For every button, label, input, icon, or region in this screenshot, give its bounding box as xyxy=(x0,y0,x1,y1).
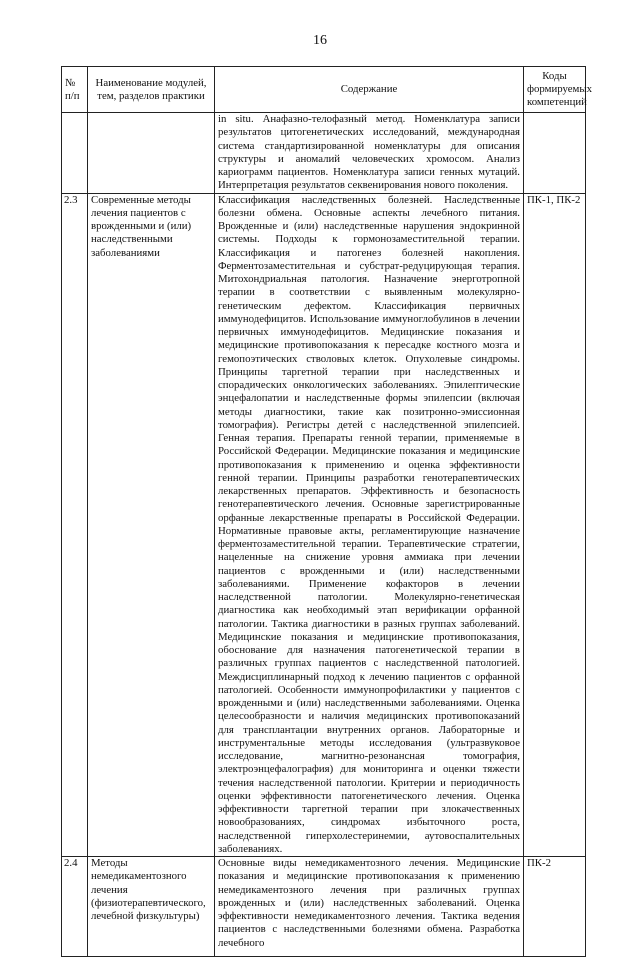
row-name xyxy=(88,113,215,194)
row-competencies: ПК-1, ПК-2 xyxy=(524,193,586,857)
header-content: Содержание xyxy=(215,67,524,113)
table-row xyxy=(62,193,586,857)
row-num: 2.4 xyxy=(62,857,88,957)
header-num: № п/п xyxy=(62,67,88,113)
row-name: Методы немедикаментозного лечения (физиотерапевтического, лечебной физкультуры) xyxy=(88,857,215,957)
row-content: in situ. Анафазно-телофазный метод. Номенклатура записи результатов цитогенетических исследований, международная система стандартизированной номенклатуры для описания структуры и аномалий человеческих хромосом. Анализ кариограмм пациентов. Номенклатура записи генных мутаций. Интерпретация результатов секвенирования нового поколения. xyxy=(215,113,524,194)
row-name: Современные методы лечения пациентов с врожденными и (или) наследственными заболеваниями xyxy=(88,193,215,857)
table-row xyxy=(62,113,586,194)
header-name: Наименование модулей, тем, разделов практики xyxy=(88,67,215,113)
row-content: Классификация наследственных болезней. Наследственные болезни обмена. Основные аспекты лечебного питания. Врожденные и (или) наследственные нарушения эндокринной системы. Подходы к гормонозаместительной терапии. Классификация и патогенез болезней накопления. Ферментозаместительная и субстрат-редуцирующая терапия. Митохондриальная патология. Назначение энерготропной терапии в соответствии с выявленным молекулярно-генетическим дефектом. Классификация первичных иммунодефицитов. Использование иммуноглобулинов в лечении первичных иммунодефицитов. Медицинские показания и медицинские противопоказания к пересадке костного мозга и гемопоэтических стволовых клеток. Опухолевые синдромы. Принципы таргетной терапии при наследственных и спорадических онкологических заболеваниях. Эпилептические энцефалопатии и наследственные формы эпилепсии (включая методы диагностики, такие как позитронно-эмиссионная томография). Регистры детей с наследственной эпилепсией. Генная терапия. Препараты генной терапии, применяемые в Российской Федерации. Медицинские показания и медицинские противопоказания к применению и оценка эффективности генной терапии. Принципы разработки генотерапевтических лекарственных препаратов. Эффективность и безопасность генотерапевтического лечения. Основные зарегистрированные орфанные лекарственные препараты в Российской Федерации. Нормативные правовые акты, регламентирующие назначение ферментозаместительной терапии. Терапевтические стратегии, нацеленные на снижение уровня аммиака при лечении пациентов с врожденными и (или) наследственными заболеваниями. Применение кофакторов в лечении наследственной патологии. Молекулярно-генетическая диагностика как необходимый этап верификации орфанной патологии. Тактика диагностики в разных группах заболеваний. Медицинские показания и медицинские противопоказания, обоснование для назначения патогенетической терапии в различных группах пациентов с наследственной патологией. Междисциплинарный подход к лечению пациентов с орфанной патологией. Особенности иммунопрофилактики у пациентов с врожденными и (или) наследственными заболеваниями. Оценка целесообразности и наличия медицинских противопоказаний для трансплантации внутренних органов. Лабораторные и инструментальные методы исследования (ультразвуковое исследование, магнитно-резонансная томография, электроэнцефалография) для мониторинга и оценки тяжести течения наследственной патологии. Критерии и периодичность оценки эффективности патогенетического лечения. Оценка эффективности таргетной терапии при злокачественных новообразованиях, синдромах избыточного роста, наследственной гиперхолестеринемии, аутовоспалительных заболеваниях. xyxy=(215,193,524,857)
table-header-row xyxy=(62,67,586,113)
row-num xyxy=(62,113,88,194)
row-content: Основные виды немедикаментозного лечения. Медицинские показания и медицинские противопоказания к применению немедикаментозного лечения при различных группах врожденных и (или) наследственных заболеваний. Оценка эффективности немедикаментозного лечения. Тактика ведения пациентов с наследственными болезнями обмена. Разработка лечебного xyxy=(215,857,524,957)
row-competencies xyxy=(524,113,586,194)
practice-table xyxy=(61,66,593,957)
row-competencies: ПК-2 xyxy=(524,857,586,957)
page-number: 16 xyxy=(313,33,327,48)
table-row xyxy=(62,857,586,957)
header-competencies: Коды формируемых компетенций xyxy=(524,67,586,113)
row-num: 2.3 xyxy=(62,193,88,857)
